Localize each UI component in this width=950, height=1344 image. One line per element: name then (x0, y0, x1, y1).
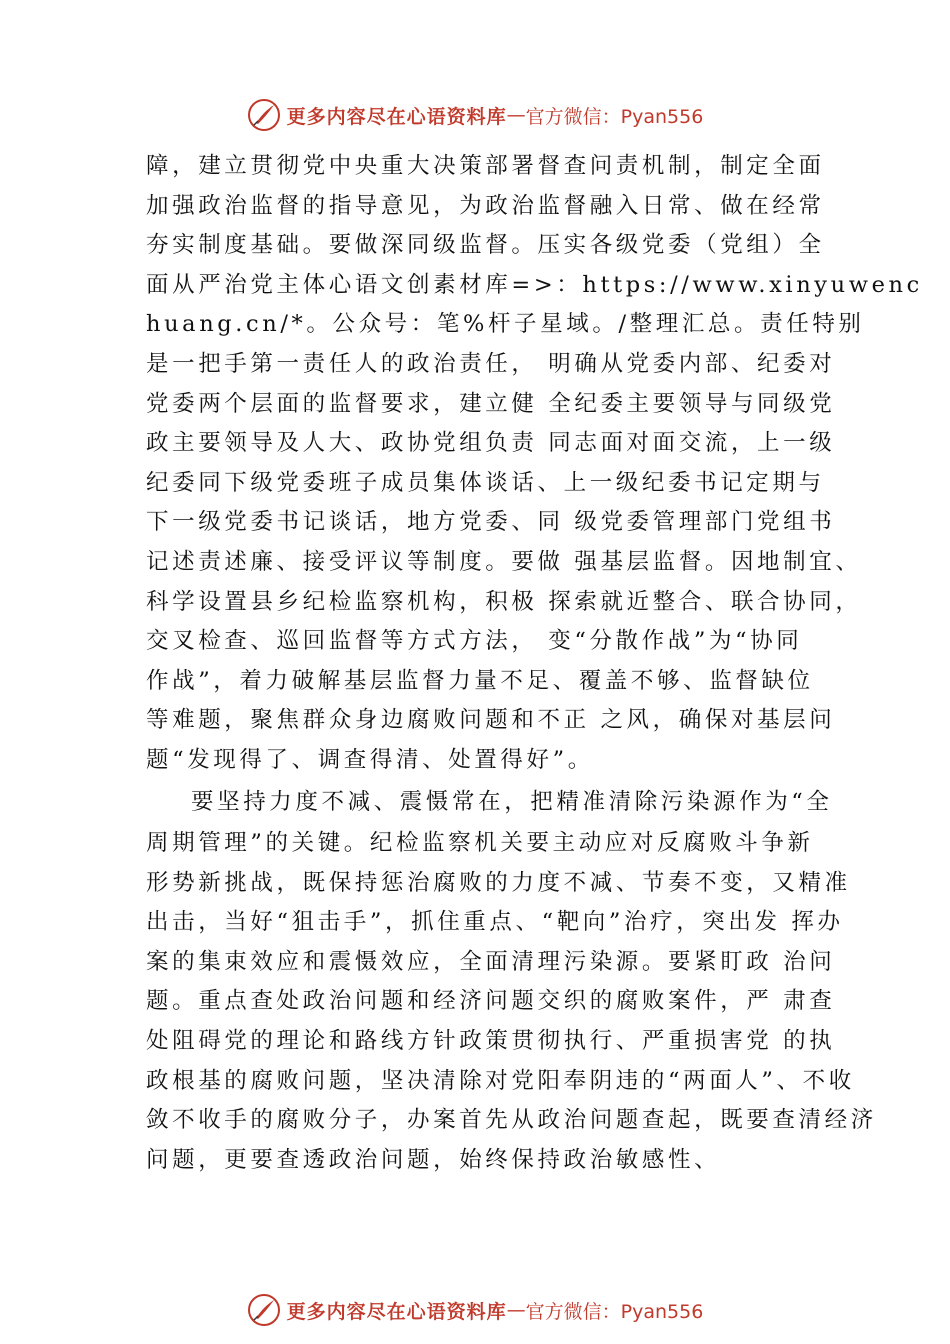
text-line: 夯实制度基础。要做深同级监督。压实各级党委（党组）全 (146, 232, 825, 259)
text-line: 党委两个层面的监督要求，建立健 全纪委主要领导与同级党 (146, 390, 836, 417)
text-line: 敛不收手的腐败分子，办案首先从政治问题查起，既要查清经济 (146, 1107, 877, 1134)
text-line: 政主要领导及人大、政协党组负责 同志面对面交流，上一级 (146, 430, 836, 457)
text-line: 出击，当好“狙击手”，抓住重点、“靶向”治疗，突出发 挥办 (146, 909, 844, 936)
text-line: 问题，更要查透政治问题，始终保持政治敏感性、 (146, 1146, 721, 1173)
quill-logo-icon (247, 98, 281, 132)
header-banner (0, 95, 950, 135)
text-line: 下一级党委书记谈话，地方党委、同 级党委管理部门党组书 (146, 509, 836, 536)
text-line: 障，建立贯彻党中央重大决策部署督查问责机制，制定全面 (146, 153, 825, 179)
text-line: 处阻碍党的理论和路线方针政策贯彻执行、严重损害党 的执 (146, 1028, 836, 1055)
text-line: 题“发现得了、调查得清、处置得好”。 (146, 746, 594, 773)
banner-title: 更多内容尽在心语资料库 (286, 1300, 507, 1323)
paragraph-start-line: 要坚持力度不减、震慑常在，把精准清除污染源作为“全 (191, 788, 833, 815)
document-body (146, 147, 923, 1180)
banner-wechat: 官方微信：Pyan556 (525, 1300, 704, 1323)
text-line: 等难题，聚焦群众身边腐败问题和不正 之风，确保对基层问 (146, 707, 836, 734)
banner-wechat: 官方微信：Pyan556 (525, 105, 704, 128)
text-line: 案的集束效应和震慑效应，全面清理污染源。要紧盯政 治问 (146, 948, 836, 975)
text-line: 周期管理”的关键。纪检监察机关要主动应对反腐败斗争新 (146, 830, 814, 857)
text-line: 政根基的腐败问题，坚决清除对党阳奉阴违的“两面人”、不收 (146, 1067, 855, 1094)
text-line: 记述责述廉、接受评议等制度。要做 强基层监督。因地制宜、 (146, 548, 862, 575)
text-line: 面从严治党主体心语文创素材库=>：https://www.xinyuwenc (146, 271, 923, 298)
text-line: 加强政治监督的指导意见，为政治监督融入日常、做在经常 (146, 192, 825, 219)
text-line: 交叉检查、巡回监督等方式方法， 变“分散作战”为“协同 (146, 628, 803, 655)
banner-separator: — (506, 104, 526, 126)
quill-logo-icon (247, 1293, 281, 1327)
text-line: 形势新挑战，既保持惩治腐败的力度不减、节奏不变，又精准 (146, 869, 851, 896)
text-line: huang.cn/*。公众号：笔%杆子星域。/整理汇总。责任特别 (146, 311, 865, 338)
text-line: 纪委同下级党委班子成员集体谈话、上一级纪委书记定期与 (146, 469, 825, 496)
text-line: 科学设置县乡纪检监察机构，积极 探索就近整合、联合协同， (146, 588, 862, 615)
banner-separator: — (506, 1299, 526, 1321)
footer-banner (0, 1290, 950, 1330)
text-line: 作战”，着力破解基层监督力量不足、覆盖不够、监督缺位 (146, 667, 814, 694)
banner-title: 更多内容尽在心语资料库 (286, 105, 507, 128)
text-line: 题。重点查处政治问题和经济问题交织的腐败案件，严 肃查 (146, 988, 836, 1015)
text-line: 是一把手第一责任人的政治责任， 明确从党委内部、纪委对 (146, 350, 836, 377)
